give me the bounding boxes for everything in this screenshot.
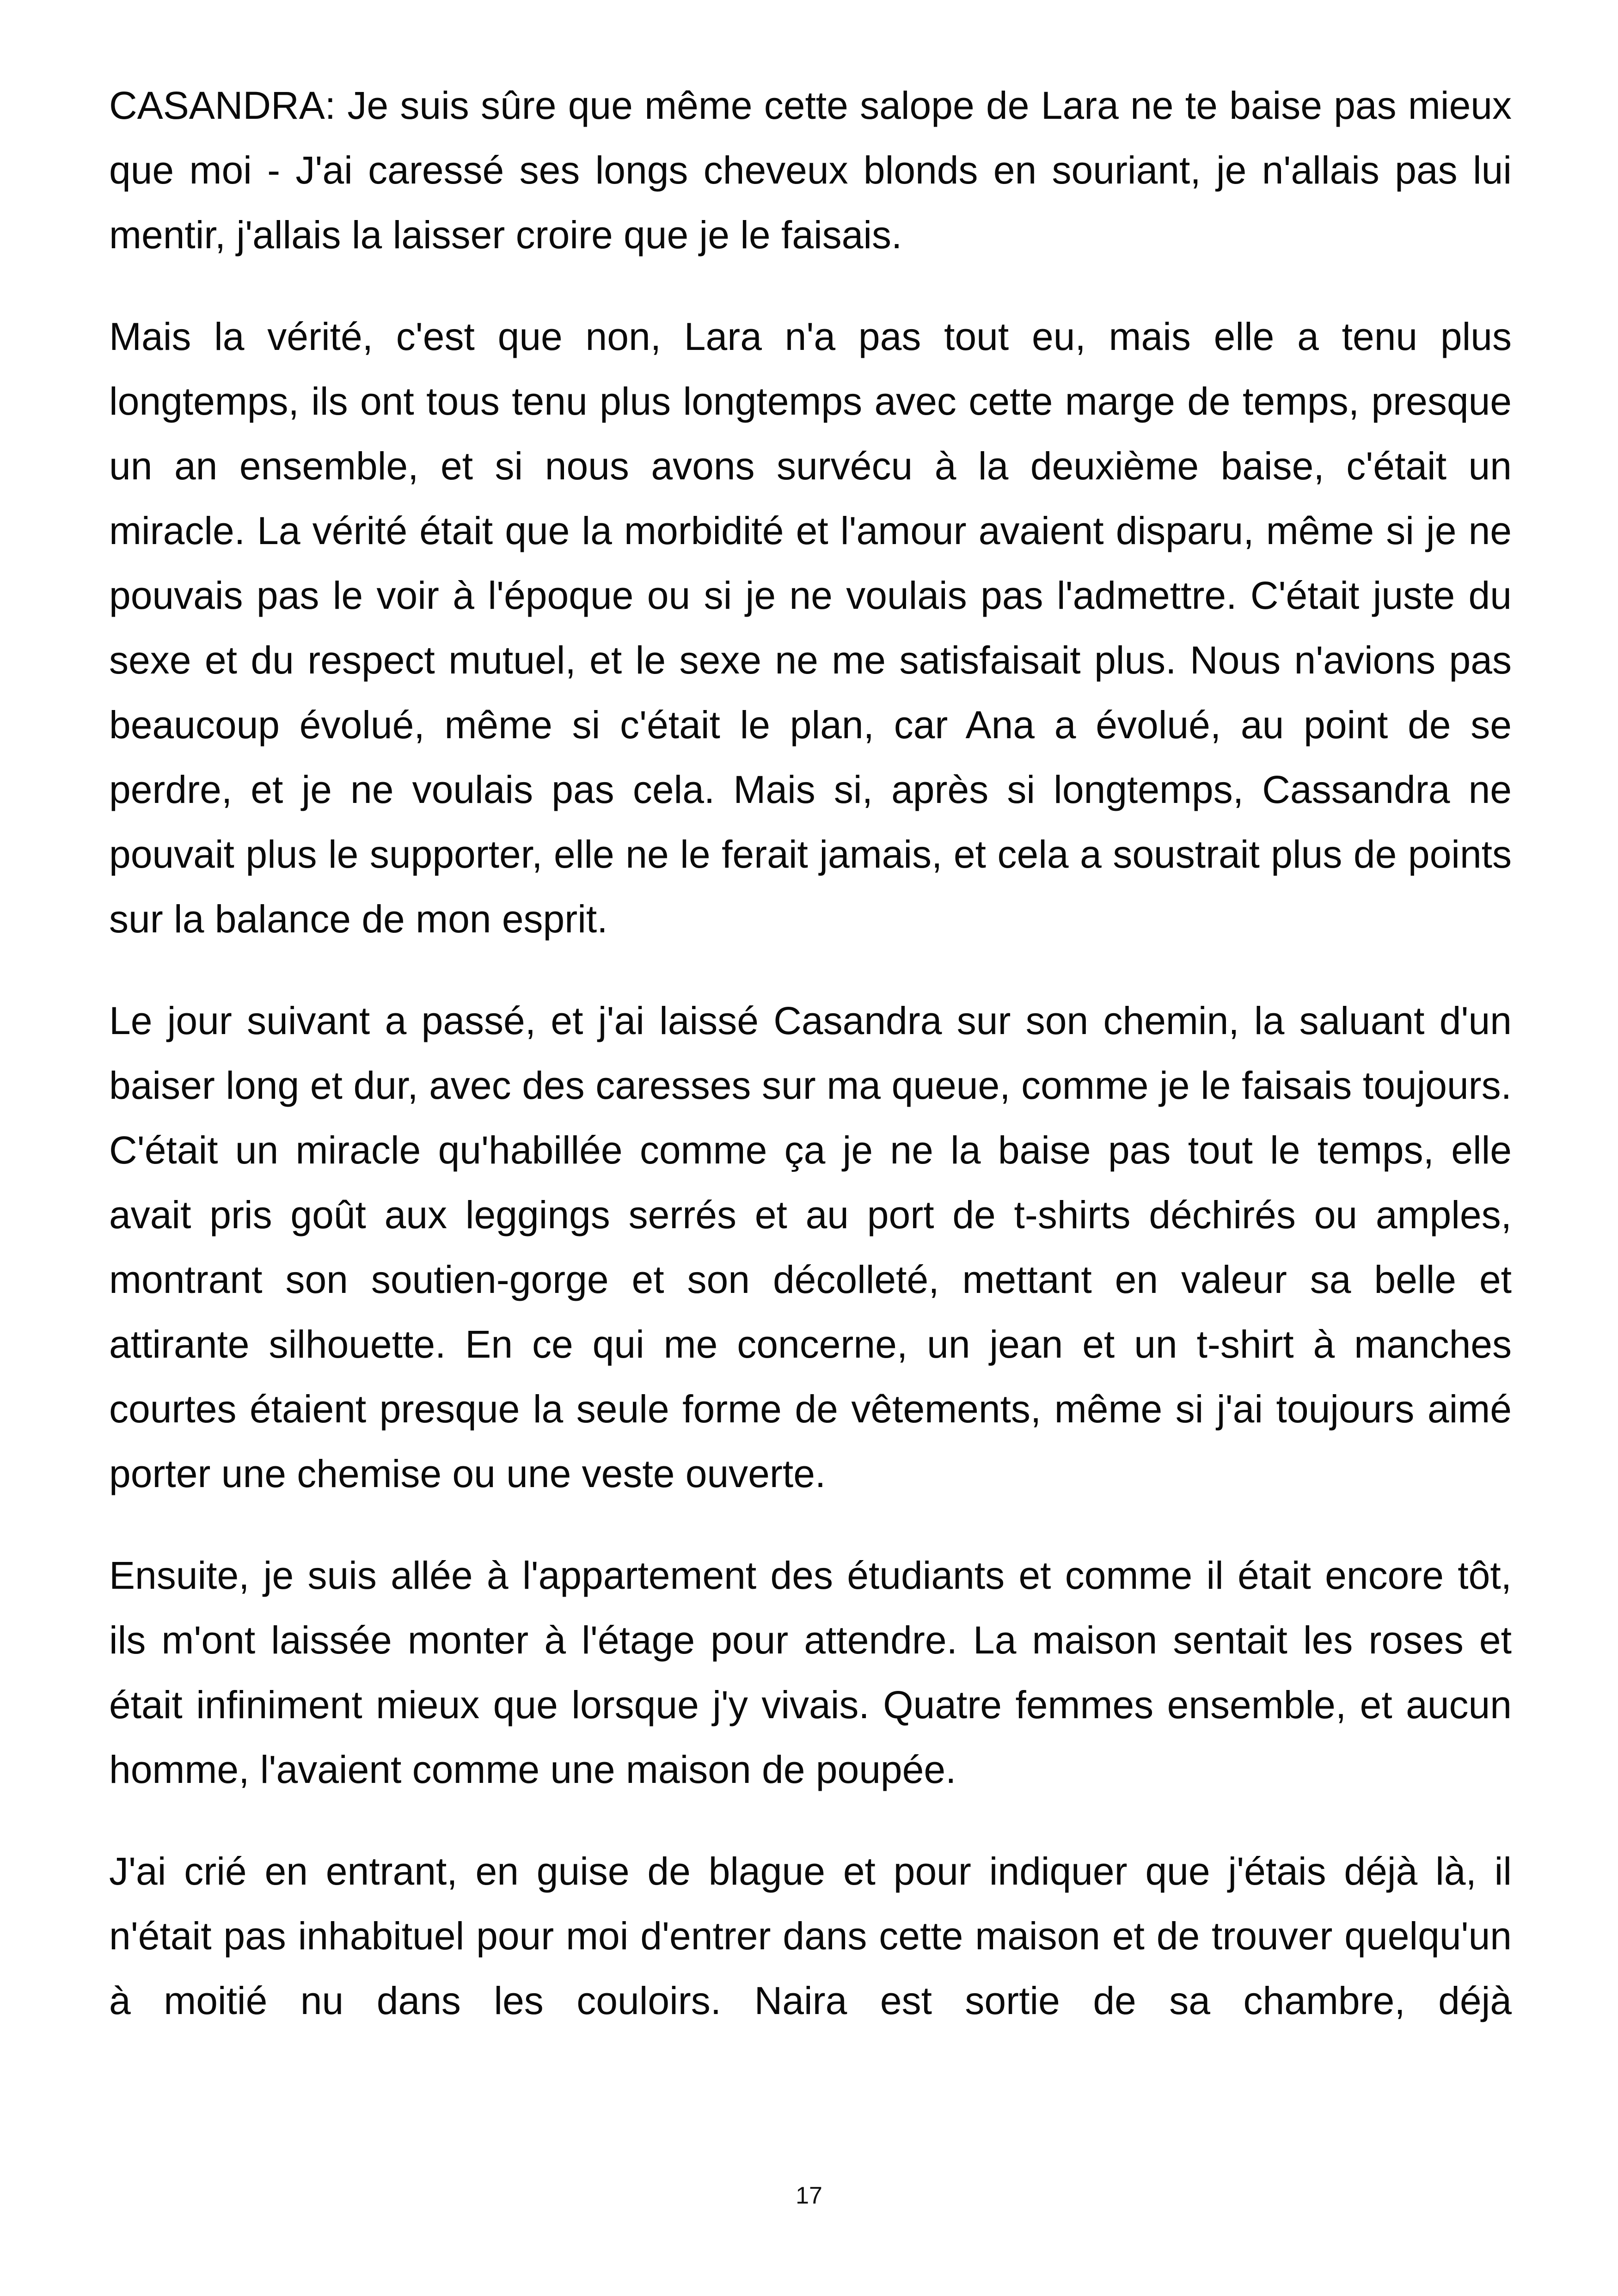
paragraph-4: Ensuite, je suis allée à l'appartement des étudiants et comme il était encore tôt, ils m'ont laissée monter à l'étage pour attendre. La maison sentait les roses et était infiniment mieux que lorsque j'y vivais. Quatre femmes ensemble, et aucun homme, l'avaient comme une maison de poupée. (109, 1554, 1512, 1791)
paragraph-5: J'ai crié en entrant, en guise de blague et pour indiquer que j'étais déjà là, il n'était pas inhabituel pour moi d'entrer dans cette maison et de trouver quelqu'un à moitié nu dans les couloirs. Naira est sortie de sa chambre, déjà (109, 1849, 1512, 2022)
body-text (109, 73, 1512, 2070)
paragraph-3: Le jour suivant a passé, et j'ai laissé Casandra sur son chemin, la saluant d'un baiser long et dur, avec des caresses sur ma queue, comme je le faisais toujours. C'était un miracle qu'habillée comme ça je ne la baise pas tout le temps, elle avait pris goût aux leggings serrés et au port de t-shirts déchirés ou amples, montrant son soutien-gorge et son décolleté, mettant en valeur sa belle et attirante silhouette. En ce qui me concerne, un jean et un t-shirt à manches courtes étaient presque la seule forme de vêtements, même si j'ai toujours aimé porter une chemise ou une veste ouverte. (109, 999, 1512, 1495)
page-number: 17 (796, 2182, 822, 2209)
paragraph-1: CASANDRA: Je suis sûre que même cette salope de Lara ne te baise pas mieux que moi - J'ai caressé ses longs cheveux blonds en souriant, je n'allais pas lui mentir, j'allais la laisser croire que je le faisais. (109, 84, 1512, 257)
paragraph-2: Mais la vérité, c'est que non, Lara n'a pas tout eu, mais elle a tenu plus longtemps, ils ont tous tenu plus longtemps avec cette marge de temps, presque un an ensemble, et si nous avons survécu à la deuxième baise, c'était un miracle. La vérité était que la morbidité et l'amour avaient disparu, même si je ne pouvais pas le voir à l'époque ou si je ne voulais pas l'admettre. C'était juste du sexe et du respect mutuel, et le sexe ne me satisfaisait plus. Nous n'avions pas beaucoup évolué, même si c'était le plan, car Ana a évolué, au point de se perdre, et je ne voulais pas cela. Mais si, après si longtemps, Cassandra ne pouvait plus le supporter, elle ne le ferait jamais, et cela a soustrait plus de points sur la balance de mon esprit. (109, 315, 1512, 941)
